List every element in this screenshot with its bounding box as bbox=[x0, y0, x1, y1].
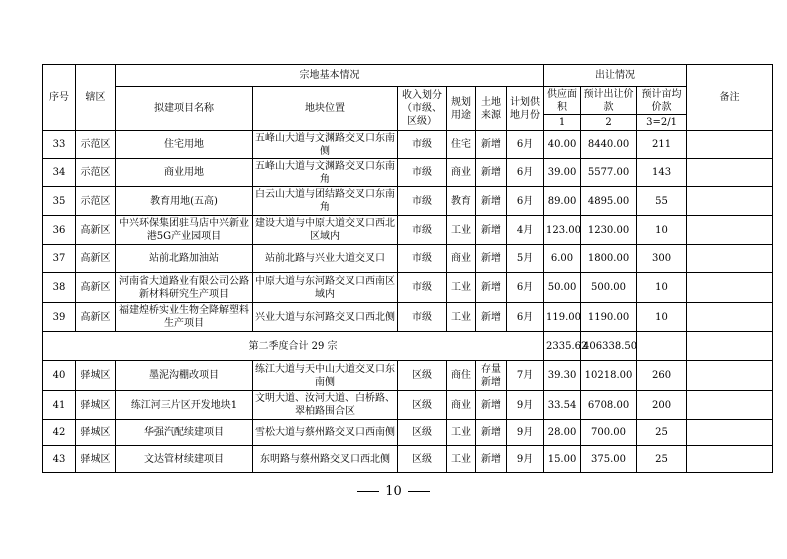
cell-seq: 35 bbox=[43, 187, 76, 216]
cell-remark bbox=[687, 216, 773, 245]
cell-month: 6月 bbox=[507, 273, 544, 303]
cell-area: 33.54 bbox=[544, 391, 581, 420]
cell-location: 中原大道与东河路交叉口西南区域内 bbox=[253, 273, 398, 303]
cell-usage: 商住 bbox=[447, 361, 476, 391]
cell-revenue: 市级 bbox=[398, 159, 447, 187]
cell-source: 新增 bbox=[476, 187, 507, 216]
cell-price: 700.00 bbox=[581, 420, 637, 446]
cell-price: 8440.00 bbox=[581, 131, 637, 159]
cell-month: 4月 bbox=[507, 216, 544, 245]
cell-price: 1800.00 bbox=[581, 245, 637, 273]
cell-district: 驿城区 bbox=[76, 446, 116, 473]
cell-name: 河南省大道路业有限公司公路新材料研究生产项目 bbox=[116, 273, 253, 303]
cell-price: 6708.00 bbox=[581, 391, 637, 420]
cell-source: 新增 bbox=[476, 391, 507, 420]
cell-remark bbox=[687, 361, 773, 391]
subtotal-remark bbox=[687, 332, 773, 361]
table-row bbox=[43, 245, 773, 273]
cell-district: 驿城区 bbox=[76, 361, 116, 391]
subtotal-avg bbox=[637, 332, 687, 361]
cell-seq: 43 bbox=[43, 446, 76, 473]
cell-seq: 42 bbox=[43, 420, 76, 446]
cell-usage: 工业 bbox=[447, 216, 476, 245]
table-row bbox=[43, 391, 773, 420]
header-location: 地块位置 bbox=[253, 87, 398, 131]
cell-source: 新增 bbox=[476, 245, 507, 273]
cell-source: 新增 bbox=[476, 159, 507, 187]
cell-usage: 工业 bbox=[447, 273, 476, 303]
page-number: 10 bbox=[385, 484, 402, 499]
cell-remark bbox=[687, 420, 773, 446]
header-source: 土地来源 bbox=[476, 87, 507, 131]
cell-avg: 260 bbox=[637, 361, 687, 391]
cell-area: 15.00 bbox=[544, 446, 581, 473]
cell-avg: 10 bbox=[637, 216, 687, 245]
cell-location: 东明路与蔡州路交叉口西北侧 bbox=[253, 446, 398, 473]
cell-month: 9月 bbox=[507, 391, 544, 420]
cell-avg: 10 bbox=[637, 273, 687, 303]
subtotal-price: 406338.50 bbox=[581, 332, 637, 361]
cell-revenue: 区级 bbox=[398, 420, 447, 446]
cell-seq: 40 bbox=[43, 361, 76, 391]
header-price: 预计出让价款 bbox=[581, 87, 637, 115]
cell-district: 高新区 bbox=[76, 216, 116, 245]
cell-area: 39.30 bbox=[544, 361, 581, 391]
cell-location: 兴业大道与东河路交叉口西北侧 bbox=[253, 303, 398, 332]
cell-price: 4895.00 bbox=[581, 187, 637, 216]
cell-avg: 200 bbox=[637, 391, 687, 420]
cell-name: 华强汽配续建项目 bbox=[116, 420, 253, 446]
table-row bbox=[43, 361, 773, 391]
cell-location: 文明大道、汝河大道、白桥路、翠柏路围合区 bbox=[253, 391, 398, 420]
header-revenue: 收入划分（市级、区级） bbox=[398, 87, 447, 131]
cell-revenue: 市级 bbox=[398, 216, 447, 245]
cell-location: 练江大道与天中山大道交叉口东南侧 bbox=[253, 361, 398, 391]
cell-avg: 211 bbox=[637, 131, 687, 159]
cell-area: 28.00 bbox=[544, 420, 581, 446]
cell-area: 39.00 bbox=[544, 159, 581, 187]
cell-avg: 55 bbox=[637, 187, 687, 216]
cell-revenue: 区级 bbox=[398, 446, 447, 473]
cell-district: 驿城区 bbox=[76, 391, 116, 420]
subtotal-label: 第二季度合计 29 宗 bbox=[43, 332, 544, 361]
cell-source: 新增 bbox=[476, 303, 507, 332]
cell-usage: 商业 bbox=[447, 245, 476, 273]
cell-seq: 36 bbox=[43, 216, 76, 245]
page-footer bbox=[0, 484, 787, 499]
cell-area: 40.00 bbox=[544, 131, 581, 159]
cell-name: 住宅用地 bbox=[116, 131, 253, 159]
cell-source: 新增 bbox=[476, 216, 507, 245]
cell-seq: 38 bbox=[43, 273, 76, 303]
cell-area: 123.00 bbox=[544, 216, 581, 245]
table-body-q2 bbox=[43, 131, 773, 332]
cell-remark bbox=[687, 131, 773, 159]
cell-remark bbox=[687, 391, 773, 420]
cell-usage: 工业 bbox=[447, 303, 476, 332]
table-row bbox=[43, 131, 773, 159]
table-row bbox=[43, 446, 773, 473]
cell-name: 教育用地(五高) bbox=[116, 187, 253, 216]
cell-month: 6月 bbox=[507, 187, 544, 216]
cell-seq: 37 bbox=[43, 245, 76, 273]
cell-month: 6月 bbox=[507, 303, 544, 332]
header-area: 供应面积 bbox=[544, 87, 581, 115]
cell-location: 站前北路与兴业大道交叉口 bbox=[253, 245, 398, 273]
cell-avg: 143 bbox=[637, 159, 687, 187]
header-avg-price: 预计亩均价款 bbox=[637, 87, 687, 115]
table-row bbox=[43, 187, 773, 216]
header-col2: 2 bbox=[581, 115, 637, 131]
cell-revenue: 市级 bbox=[398, 303, 447, 332]
cell-remark bbox=[687, 187, 773, 216]
cell-name: 中兴环保集团驻马店中兴新业港5G产业园项目 bbox=[116, 216, 253, 245]
cell-avg: 25 bbox=[637, 420, 687, 446]
cell-source: 存量新增 bbox=[476, 361, 507, 391]
cell-price: 10218.00 bbox=[581, 361, 637, 391]
cell-name: 福建煌桥实业生物全降解塑料生产项目 bbox=[116, 303, 253, 332]
cell-revenue: 市级 bbox=[398, 245, 447, 273]
cell-name: 练江河三片区开发地块1 bbox=[116, 391, 253, 420]
header-project-name: 拟建项目名称 bbox=[116, 87, 253, 131]
cell-remark bbox=[687, 446, 773, 473]
cell-area: 50.00 bbox=[544, 273, 581, 303]
header-district: 辖区 bbox=[76, 65, 116, 131]
cell-district: 高新区 bbox=[76, 245, 116, 273]
subtotal-area: 2335.62 bbox=[544, 332, 581, 361]
cell-price: 500.00 bbox=[581, 273, 637, 303]
cell-district: 示范区 bbox=[76, 187, 116, 216]
cell-price: 375.00 bbox=[581, 446, 637, 473]
cell-price: 5577.00 bbox=[581, 159, 637, 187]
cell-revenue: 区级 bbox=[398, 391, 447, 420]
cell-district: 示范区 bbox=[76, 159, 116, 187]
cell-location: 五峰山大道与文渊路交叉口东南角 bbox=[253, 159, 398, 187]
header-transfer-info: 出让情况 bbox=[544, 65, 687, 87]
cell-month: 5月 bbox=[507, 245, 544, 273]
header-remark: 备注 bbox=[687, 65, 773, 131]
cell-district: 高新区 bbox=[76, 273, 116, 303]
cell-source: 新增 bbox=[476, 446, 507, 473]
cell-price: 1230.00 bbox=[581, 216, 637, 245]
cell-area: 6.00 bbox=[544, 245, 581, 273]
cell-seq: 33 bbox=[43, 131, 76, 159]
cell-usage: 住宅 bbox=[447, 131, 476, 159]
cell-remark bbox=[687, 245, 773, 273]
cell-avg: 10 bbox=[637, 303, 687, 332]
land-supply-table bbox=[42, 64, 773, 473]
cell-month: 6月 bbox=[507, 159, 544, 187]
cell-usage: 工业 bbox=[447, 420, 476, 446]
cell-revenue: 市级 bbox=[398, 131, 447, 159]
cell-location: 白云山大道与团结路交叉口东南角 bbox=[253, 187, 398, 216]
cell-source: 新增 bbox=[476, 131, 507, 159]
cell-usage: 商业 bbox=[447, 159, 476, 187]
cell-remark bbox=[687, 303, 773, 332]
cell-location: 雪松大道与蔡州路交叉口西南侧 bbox=[253, 420, 398, 446]
cell-name: 墨泥沟棚改项目 bbox=[116, 361, 253, 391]
footer-dash-right bbox=[408, 491, 430, 493]
table-row bbox=[43, 420, 773, 446]
cell-seq: 34 bbox=[43, 159, 76, 187]
header-seq: 序号 bbox=[43, 65, 76, 131]
table-body-q3 bbox=[43, 361, 773, 473]
cell-avg: 25 bbox=[637, 446, 687, 473]
header-basic-info: 宗地基本情况 bbox=[116, 65, 544, 87]
header-usage: 规划用途 bbox=[447, 87, 476, 131]
header-col3: 3=2/1 bbox=[637, 115, 687, 131]
cell-month: 9月 bbox=[507, 446, 544, 473]
table-row bbox=[43, 216, 773, 245]
cell-location: 五峰山大道与文渊路交叉口东南侧 bbox=[253, 131, 398, 159]
cell-district: 高新区 bbox=[76, 303, 116, 332]
cell-name: 文达管材续建项目 bbox=[116, 446, 253, 473]
cell-source: 新增 bbox=[476, 420, 507, 446]
cell-district: 驿城区 bbox=[76, 420, 116, 446]
cell-usage: 教育 bbox=[447, 187, 476, 216]
cell-month: 9月 bbox=[507, 420, 544, 446]
cell-district: 示范区 bbox=[76, 131, 116, 159]
cell-source: 新增 bbox=[476, 273, 507, 303]
cell-area: 119.00 bbox=[544, 303, 581, 332]
cell-revenue: 区级 bbox=[398, 361, 447, 391]
cell-seq: 39 bbox=[43, 303, 76, 332]
cell-seq: 41 bbox=[43, 391, 76, 420]
table-row bbox=[43, 273, 773, 303]
cell-usage: 工业 bbox=[447, 446, 476, 473]
cell-avg: 300 bbox=[637, 245, 687, 273]
footer-dash-left bbox=[357, 491, 379, 493]
table-row bbox=[43, 303, 773, 332]
cell-area: 89.00 bbox=[544, 187, 581, 216]
cell-revenue: 市级 bbox=[398, 273, 447, 303]
cell-month: 6月 bbox=[507, 131, 544, 159]
cell-month: 7月 bbox=[507, 361, 544, 391]
subtotal-row bbox=[43, 332, 773, 361]
cell-revenue: 市级 bbox=[398, 187, 447, 216]
cell-price: 1190.00 bbox=[581, 303, 637, 332]
header-month: 计划供地月份 bbox=[507, 87, 544, 131]
cell-location: 建设大道与中原大道交叉口西北区域内 bbox=[253, 216, 398, 245]
subtotal-section bbox=[43, 332, 773, 361]
cell-name: 商业用地 bbox=[116, 159, 253, 187]
cell-remark bbox=[687, 273, 773, 303]
cell-name: 站前北路加油站 bbox=[116, 245, 253, 273]
header-col1: 1 bbox=[544, 115, 581, 131]
cell-remark bbox=[687, 159, 773, 187]
cell-usage: 商业 bbox=[447, 391, 476, 420]
table-row bbox=[43, 159, 773, 187]
